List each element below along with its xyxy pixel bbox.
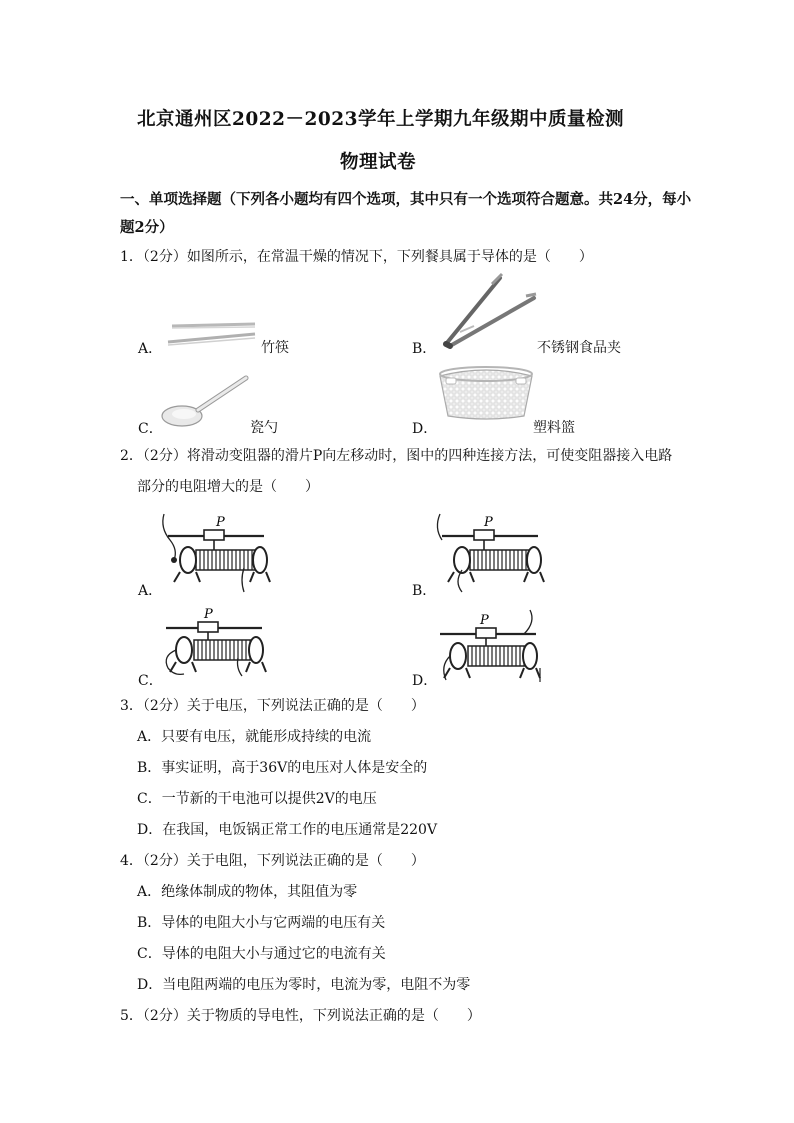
question-2-stem-line2: 部分的电阻增大的是（ ）: [137, 479, 319, 495]
rheostat-diagram-a: [160, 510, 272, 592]
question-4-stem: 4．（2分）关于电阻，下列说法正确的是（ ）: [120, 853, 425, 869]
q2-option-a-letter[interactable]: A．: [138, 583, 163, 599]
q2-option-c-letter[interactable]: C．: [138, 673, 163, 689]
q2-option-d-letter[interactable]: D．: [412, 673, 438, 689]
q3-option-d[interactable]: D．在我国，电饭锅正常工作的电压通常是220V: [137, 822, 438, 838]
q1-option-c-letter[interactable]: C．: [138, 421, 163, 437]
question-1-stem: 1．（2分）如图所示，在常温干燥的情况下，下列餐具属于导体的是（ ）: [120, 249, 593, 265]
question-2-stem-line1: 2．（2分）将滑动变阻器的滑片P向左移动时，图中的四种连接方法，可使变阻器接入电路: [120, 448, 673, 464]
slider-p-label: P: [204, 607, 213, 622]
q3-option-c[interactable]: C．一节新的干电池可以提供2V的电压: [137, 791, 377, 807]
slider-p-label: P: [480, 613, 489, 628]
slider-p-label: P: [484, 515, 493, 530]
question-5-stem: 5．（2分）关于物质的导电性，下列说法正确的是（ ）: [120, 1008, 481, 1024]
tongs-image: [430, 268, 540, 350]
q1-option-d-letter[interactable]: D．: [412, 421, 438, 437]
q2-option-b-letter[interactable]: B．: [412, 583, 437, 599]
q1-option-b-letter[interactable]: B．: [412, 341, 437, 357]
slider-p-label: P: [216, 515, 225, 530]
rheostat-diagram-b: [434, 510, 546, 592]
q4-option-d[interactable]: D．当电阻两端的电压为零时，电流为零，电阻不为零: [137, 977, 471, 993]
q4-option-a[interactable]: A．绝缘体制成的物体，其阻值为零: [137, 884, 358, 900]
q4-option-c[interactable]: C．导体的电阻大小与通过它的电流有关: [137, 946, 386, 962]
q3-option-b[interactable]: B．事实证明，高于36V的电压对人体是安全的: [137, 760, 428, 776]
rheostat-diagram-d: [432, 608, 544, 684]
question-3-stem: 3．（2分）关于电压，下列说法正确的是（ ）: [120, 698, 425, 714]
q1-option-a-letter[interactable]: A．: [138, 341, 163, 357]
q4-option-b[interactable]: B．导体的电阻大小与它两端的电压有关: [137, 915, 386, 931]
section-heading-line2: 题2分）: [120, 219, 174, 236]
page-title: 北京通州区2022－2023学年上学期九年级期中质量检测: [137, 109, 624, 130]
q3-option-a[interactable]: A．只要有电压，就能形成持续的电流: [137, 729, 372, 745]
q1-option-c-caption: 瓷勺: [250, 420, 278, 436]
plastic-basket-image: [436, 362, 536, 422]
q1-option-d-caption: 塑料篮: [533, 420, 575, 436]
q1-option-b-caption: 不锈钢食品夹: [537, 340, 621, 356]
porcelain-spoon-image: [160, 372, 252, 432]
rheostat-diagram-c: [158, 602, 270, 682]
page-subtitle: 物理试卷: [340, 152, 417, 173]
chopsticks-image: [160, 318, 260, 350]
q1-option-a-caption: 竹筷: [261, 340, 289, 356]
section-heading-line1: 一、单项选择题（下列各小题均有四个选项，其中只有一个选项符合题意。共24分，每小: [120, 191, 692, 208]
